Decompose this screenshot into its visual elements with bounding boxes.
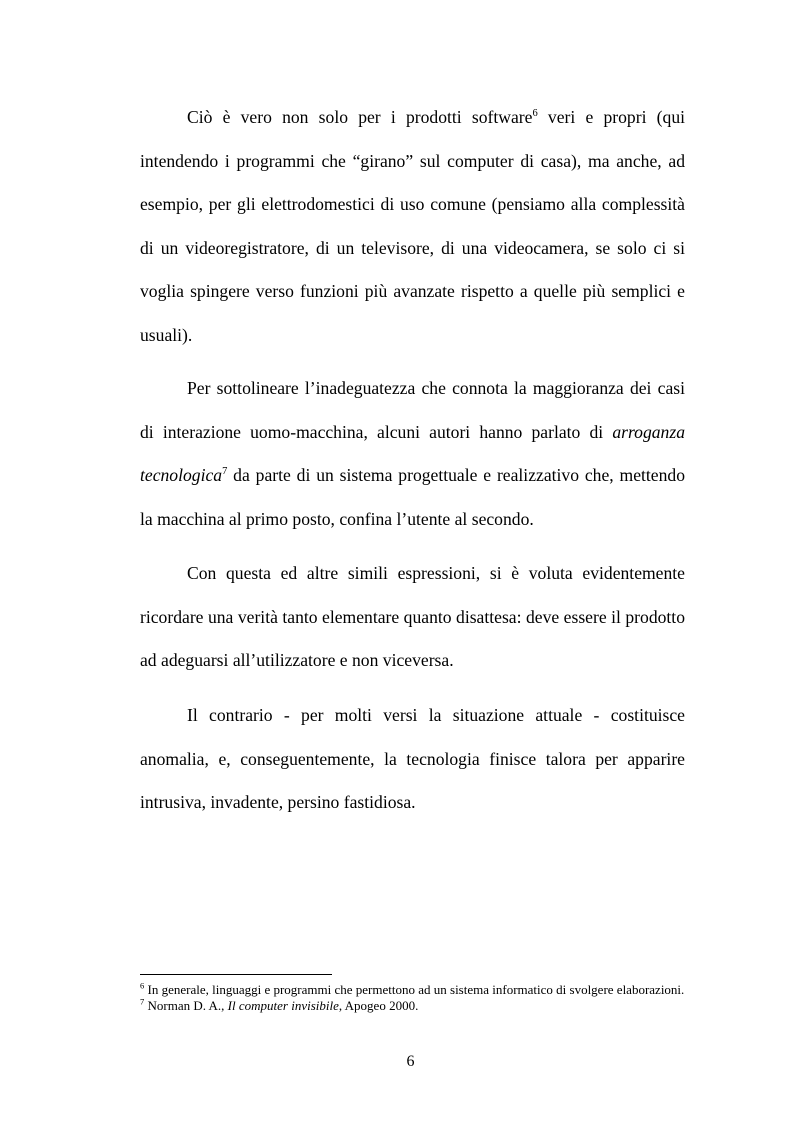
footnote-ref-7: 7 [222, 466, 228, 478]
footnote-text: Norman D. A., [144, 997, 228, 1013]
paragraph-text: Per sottolineare l’inadeguatezza che connota la maggioranza dei casi di interazione uomo-macchina, alcuni autori hanno parlato di [140, 378, 685, 442]
footnotes [140, 982, 685, 1013]
footnote-marker: 6 [140, 980, 145, 991]
footnote-ref-6: 6 [532, 108, 538, 120]
paragraph-text: Il contrario - per molti versi la situazione attuale - costituisce anomalia, e, conseguentemente, la tecnologia finisce talora per apparire intrusiva, invadente, persino fastidiosa. [140, 705, 685, 812]
paragraph-4 [140, 694, 685, 825]
paragraph-2 [140, 367, 685, 541]
footnote-book-title: Il computer invisibile [227, 997, 339, 1013]
paragraph-3 [140, 552, 685, 683]
paragraph-text: da parte di un sistema progettuale e realizzativo che, mettendo la macchina al primo posto, confina l’utente al secondo. [140, 465, 685, 529]
footnote-text: , Apogeo 2000. [338, 997, 419, 1013]
page-number: 6 [406, 1053, 415, 1070]
italic-term: arroganza tecnologica [140, 421, 685, 485]
paragraph-text: Con questa ed altre simili espressioni, si è voluta evidentemente ricordare una verità tanto elementare quanto disattesa: deve essere il prodotto ad adeguarsi all’utilizzatore e non viceversa. [140, 563, 685, 670]
footnote-6 [140, 982, 685, 998]
paragraph-text: veri e propri (qui intendendo i programmi che “girano” sul computer di casa), ma anche, ad esempio, per gli elettrodomestici di uso comune (pensiamo alla complessità di un videoregistratore, di un televisore, di una videocamera, se solo ci si voglia spingere verso funzioni più avanzate rispetto a quelle più semplici e usuali). [140, 107, 685, 345]
paragraph-text: Ciò è vero non solo per i prodotti software [187, 107, 533, 127]
footnote-separator [140, 974, 332, 975]
footnote-marker: 7 [140, 996, 145, 1007]
footnote-text: In generale, linguaggi e programmi che permettono ad un sistema informatico di svolgere elaborazioni. [144, 982, 685, 997]
paragraph-1 [140, 96, 685, 357]
footnote-7 [140, 998, 685, 1014]
